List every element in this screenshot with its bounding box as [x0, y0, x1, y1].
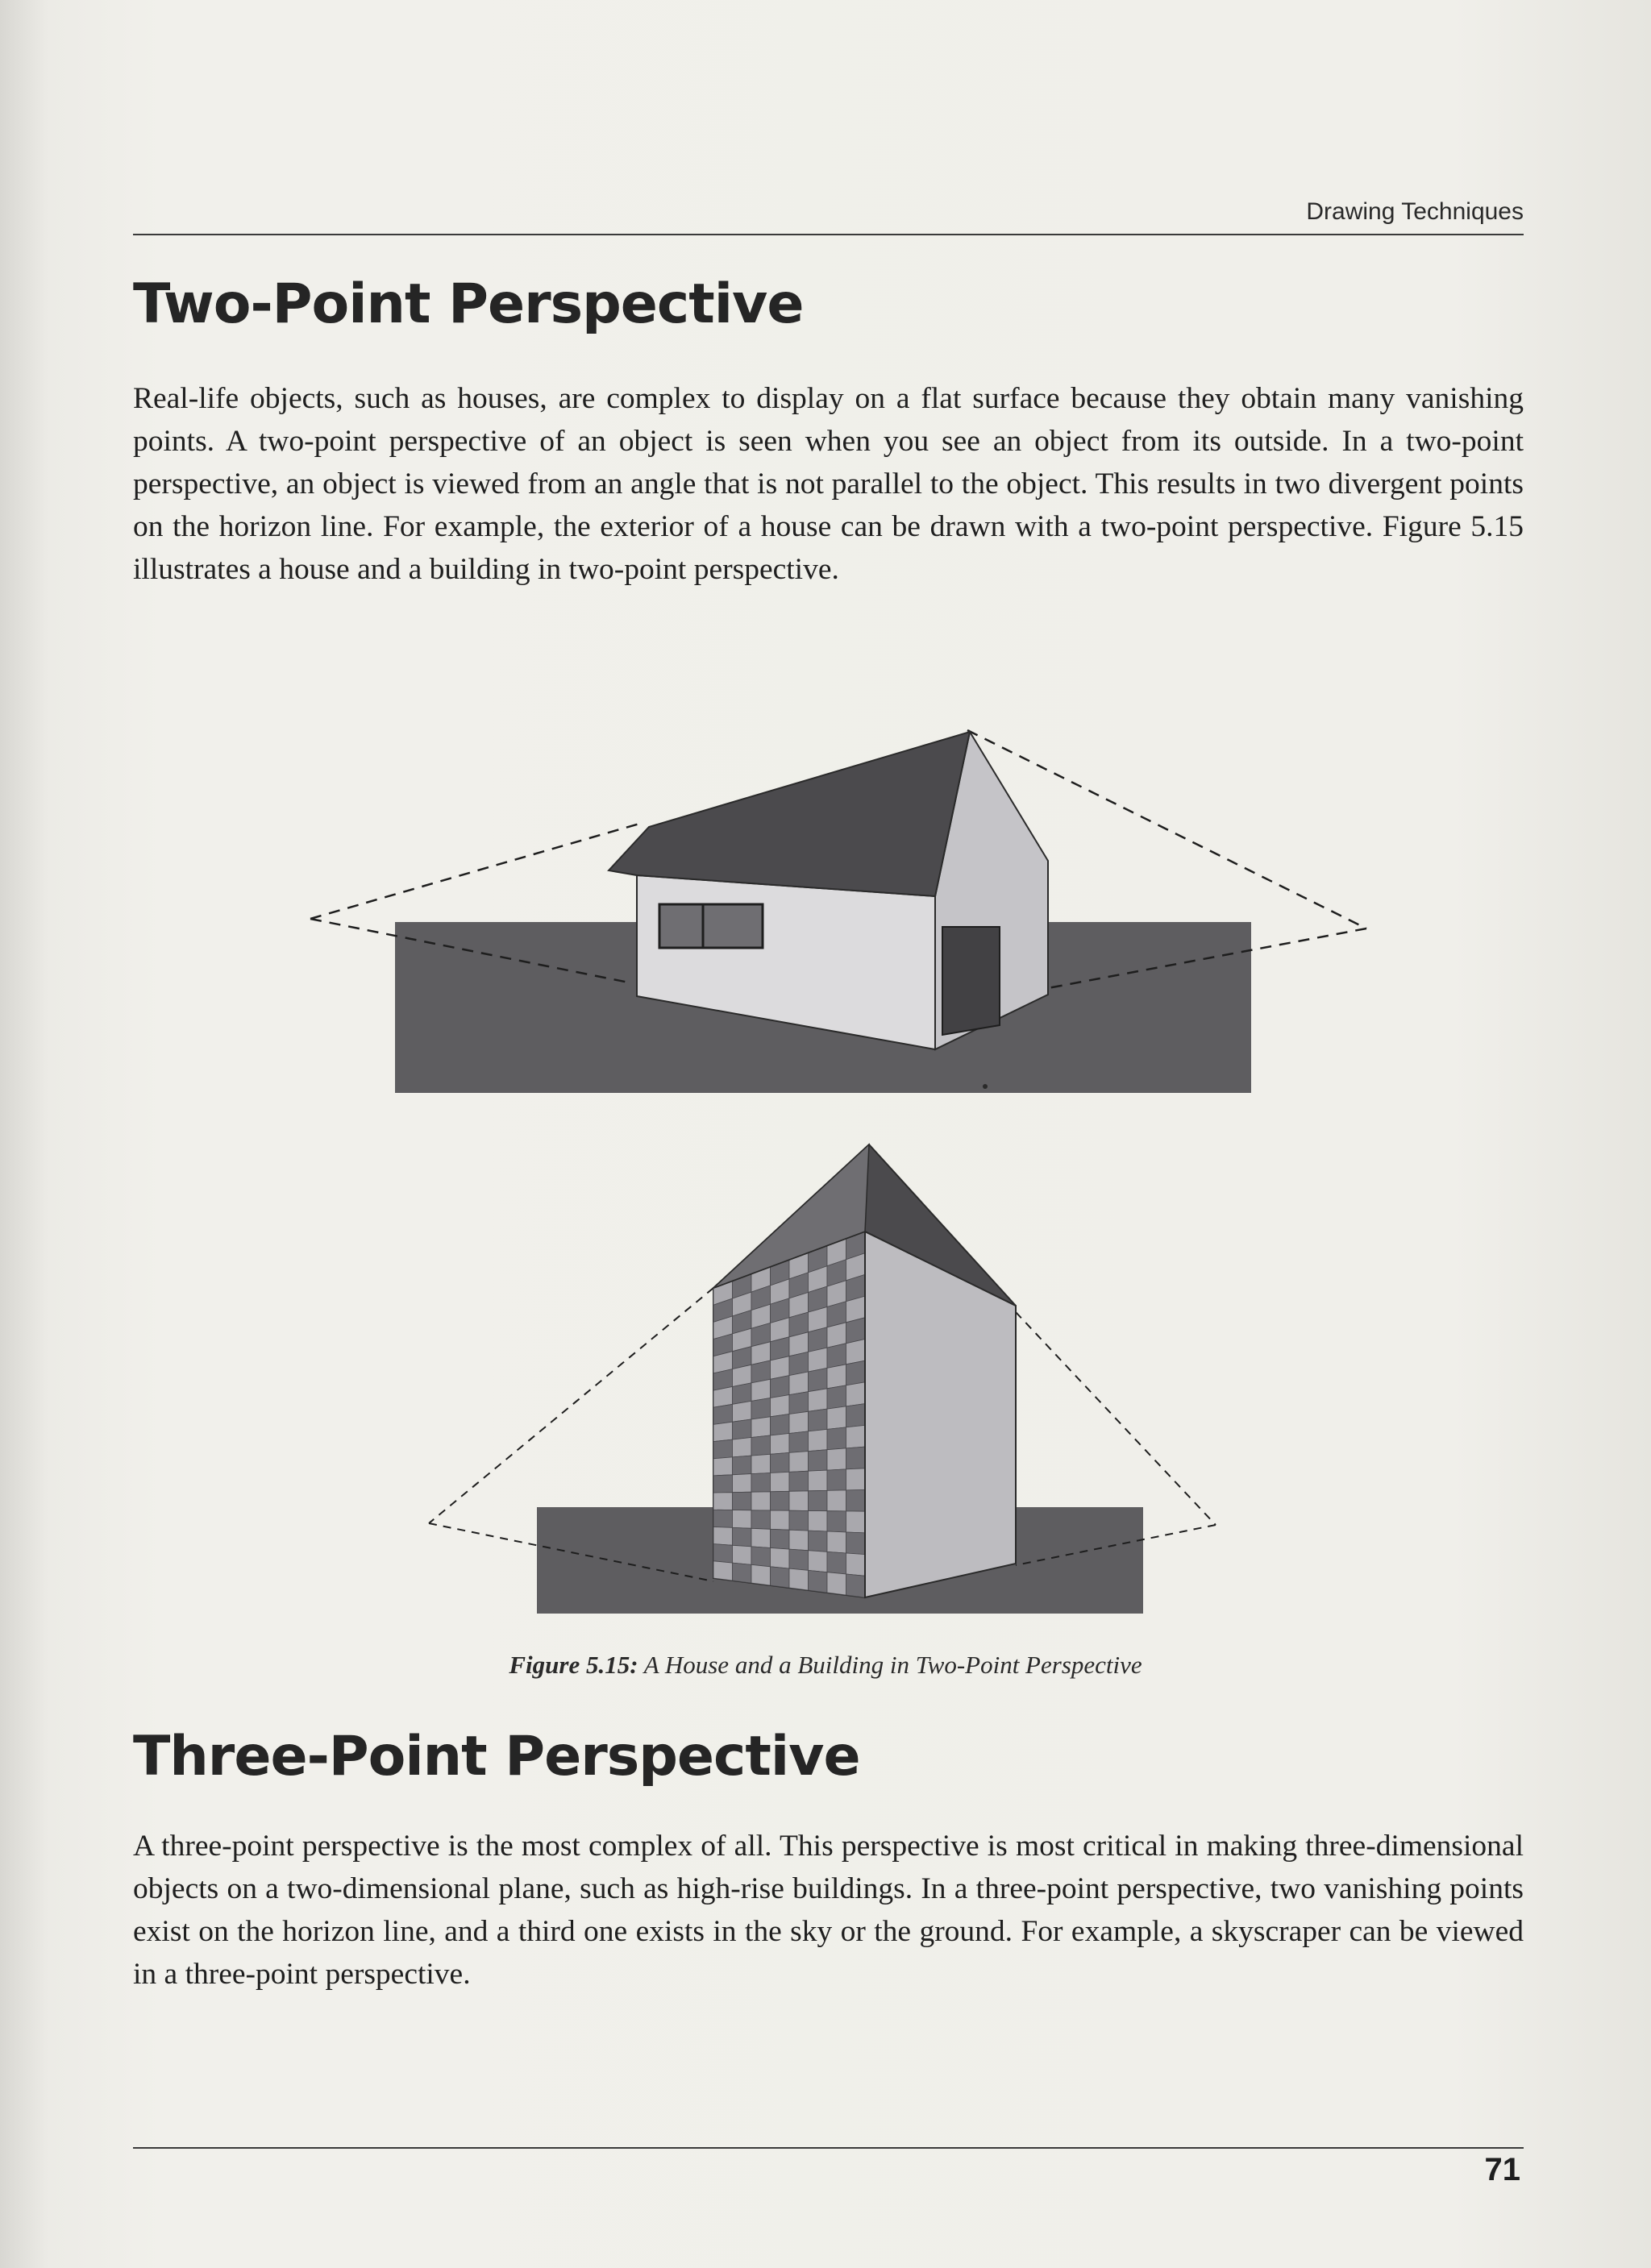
building-window-cell [789, 1510, 809, 1531]
building-window-cell [809, 1551, 828, 1572]
perspective-illustration [242, 717, 1419, 1644]
building-window-cell [733, 1438, 752, 1457]
building-window-cell [789, 1411, 809, 1433]
house-window [659, 904, 763, 948]
building-window-cell [713, 1561, 733, 1581]
building-window-cell [713, 1422, 733, 1441]
building-window-cell [827, 1385, 846, 1409]
building-window-cell [771, 1414, 790, 1436]
paragraph-three-point: A three-point perspective is the most complex of all. This perspective is most critical in making three-dimensional objects on a two-dimensional plane, such as high-rise buildings. In a three-point perspective, two vanishing points exist on the horizon line, and a third one exists in the sky or the ground. For example, a skyscraper can be viewed in a three-point perspective. [133, 1830, 1524, 1991]
building-window-cell [789, 1352, 809, 1375]
house-roof [609, 732, 970, 896]
building-window-cell [771, 1472, 790, 1491]
building-window-cell [846, 1532, 866, 1555]
building-window-cell [827, 1365, 846, 1389]
building-window-cell [846, 1404, 866, 1427]
building-window-cell [789, 1471, 809, 1491]
building-window-cell [846, 1468, 866, 1490]
building-window-cell [827, 1490, 846, 1511]
building-window-cell [771, 1452, 790, 1473]
figure-caption [0, 1651, 1651, 1680]
section-title-three-point: Three-Point Perspective [133, 1725, 860, 1788]
building-window-cell [827, 1572, 846, 1595]
building-drawing [429, 1144, 1216, 1614]
house-drawing [310, 730, 1366, 1093]
building-window-cell [751, 1379, 771, 1401]
building-window-cell [751, 1510, 771, 1530]
building-window-cell [846, 1447, 866, 1469]
building-window-cell [846, 1574, 866, 1597]
building-window-cell [846, 1340, 866, 1365]
building-window-cell [751, 1564, 771, 1585]
building-window-cell [733, 1527, 752, 1547]
building-window-cell [827, 1406, 846, 1430]
section-title-two-point: Two-Point Perspective [133, 272, 804, 336]
building-window-cell [809, 1348, 828, 1372]
building-window-cell [827, 1427, 846, 1450]
building-window-cell [751, 1492, 771, 1510]
building-window-cell [827, 1551, 846, 1574]
building-window-cell [846, 1425, 866, 1448]
building-window-cell [789, 1549, 809, 1570]
building-window-cell [827, 1344, 846, 1369]
building-window-cell [809, 1531, 828, 1551]
building-window-cell [809, 1470, 828, 1491]
building-window-cell [713, 1493, 733, 1510]
building-window-cell [733, 1492, 752, 1510]
building-window-cell [846, 1382, 866, 1406]
running-header [133, 198, 1524, 235]
building-window-cell [771, 1567, 790, 1588]
building-window-cell [809, 1409, 828, 1431]
building-window-cell [751, 1454, 771, 1473]
building-window-cell [846, 1360, 866, 1385]
building-window-cell [827, 1511, 846, 1532]
running-header-title: Drawing Techniques [1306, 198, 1524, 225]
building-window-cell [789, 1530, 809, 1551]
building-window-cell [789, 1568, 809, 1590]
building-window-cell [771, 1376, 790, 1398]
building-window-cell [713, 1544, 733, 1564]
building-window-cell [846, 1553, 866, 1576]
building-window-cell [789, 1491, 809, 1511]
figure-caption-text: A House and a Building in Two-Point Perspective [643, 1651, 1142, 1679]
building-window-cell [733, 1401, 752, 1422]
building-window-cell [713, 1527, 733, 1546]
building-window-cell [751, 1528, 771, 1547]
building-window-cell [751, 1473, 771, 1493]
paragraph-two-point: Real-life objects, such as houses, are complex to display on a flat surface because they obtain many vanishing points. A two-point perspective of an object is seen when you see an object from its outside. In a two-point perspective, an object is viewed from an angle that is not parallel to the object. This results in two divergent points on the horizon line. For example, the exterior of a house can be drawn with a two-point perspective. Figure 5.15 illustrates a house and a building in two-point perspective. [133, 382, 1524, 586]
building-window-cell [809, 1511, 828, 1532]
building-window-cell [827, 1448, 846, 1470]
building-window-cell [713, 1404, 733, 1424]
building-window-cell [771, 1395, 790, 1417]
house-door [942, 927, 1000, 1035]
building-window-cell [733, 1419, 752, 1439]
figure-caption-label: Figure 5.15: [509, 1651, 638, 1679]
building-window-cell [789, 1372, 809, 1395]
building-window-cell [827, 1531, 846, 1553]
building-window-cell [846, 1511, 866, 1533]
building-window-cell [713, 1475, 733, 1493]
building-window-cell [827, 1469, 846, 1491]
building-window-cell [771, 1548, 790, 1569]
building-window-cell [751, 1435, 771, 1456]
building-window-cell [713, 1457, 733, 1476]
building-window-cell [789, 1431, 809, 1453]
building-window-cell [846, 1490, 866, 1512]
building-window-cell [733, 1545, 752, 1564]
figure-5-15 [242, 717, 1419, 1644]
building-window-cell [733, 1383, 752, 1404]
footer-rule [133, 2147, 1524, 2149]
building-window-cell [733, 1510, 752, 1529]
building-window-cell [713, 1439, 733, 1459]
building-window-cell [809, 1368, 828, 1391]
building-window-cell [751, 1398, 771, 1420]
building-window-cell [789, 1452, 809, 1473]
page-number: 71 [1484, 2152, 1520, 2187]
building-window-cell [771, 1434, 790, 1455]
building-window-cell [809, 1429, 828, 1451]
building-window-cell [733, 1474, 752, 1493]
building-window-cell [713, 1387, 733, 1408]
building-window-grid [713, 1232, 865, 1597]
building-window-cell [751, 1547, 771, 1567]
building-window-cell [771, 1529, 790, 1549]
building-window-cell [713, 1510, 733, 1527]
building-window-cell [771, 1510, 790, 1530]
building-window-cell [789, 1392, 809, 1414]
building-window-cell [733, 1563, 752, 1583]
building-window-cell [809, 1570, 828, 1593]
building-window-cell [771, 1491, 790, 1510]
building-window-cell [809, 1490, 828, 1510]
building-window-cell [733, 1456, 752, 1475]
building-window-cell [751, 1417, 771, 1438]
building-window-cell [809, 1450, 828, 1472]
building-window-cell [809, 1389, 828, 1412]
